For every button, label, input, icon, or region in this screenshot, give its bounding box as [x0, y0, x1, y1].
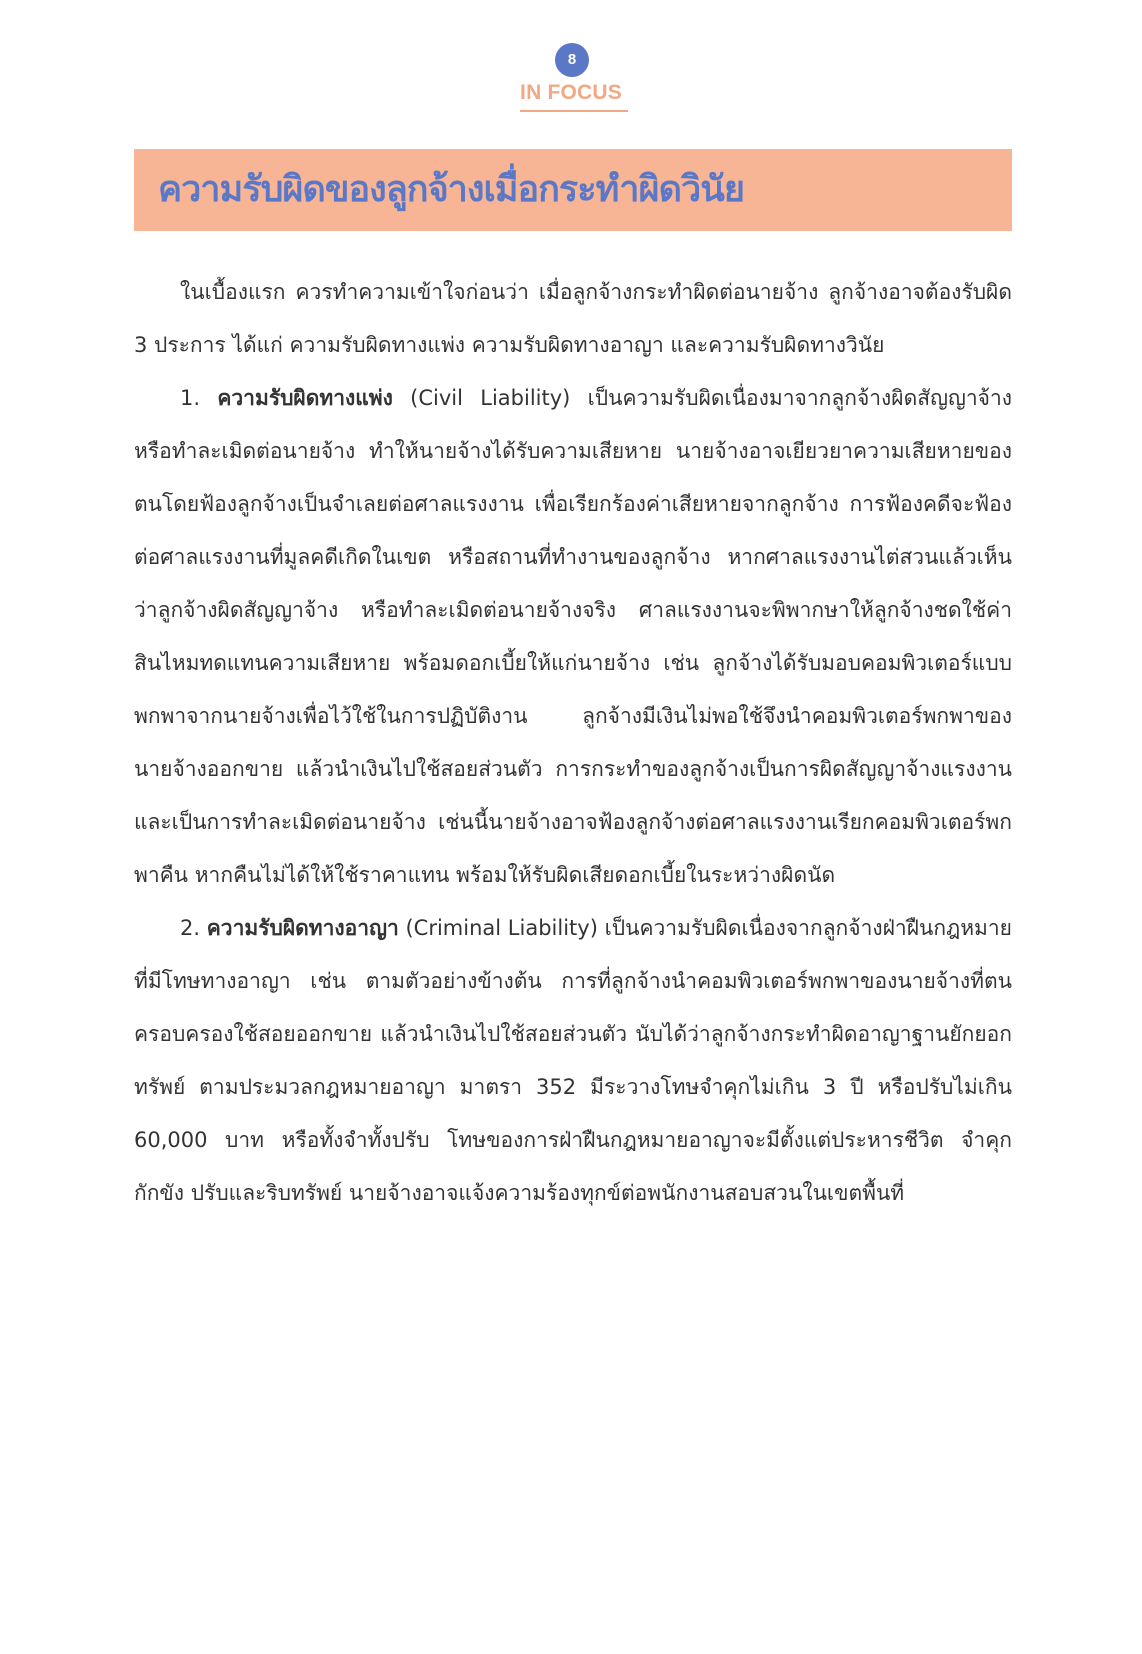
- item-number-2: 2.: [180, 916, 201, 940]
- section-label-underline: [520, 110, 628, 112]
- item-paragraph-2: [134, 902, 1012, 1220]
- item-heading-2: ความรับผิดทางอาญา: [206, 916, 399, 940]
- intro-paragraph: ในเบื้องแรก ควรทำความเข้าใจก่อนว่า เมื่อลูกจ้างกระทำผิดต่อนายจ้าง ลูกจ้างอาจต้องรับผิด 3 ประการ ได้แก่ ความรับผิดทางแพ่ง ความรับผิดทางอาญา และความรับผิดทางวินัย: [134, 280, 1012, 357]
- item-paragraph-1: [134, 372, 1012, 902]
- title-banner: [134, 149, 1012, 231]
- item-text-1: (Civil Liability) เป็นความรับผิดเนื่องมาจากลูกจ้างผิดสัญญาจ้าง หรือทำละเมิดต่อนายจ้าง ทำให้นายจ้างได้รับความเสียหาย นายจ้างอาจเยียวยาความเสียหายของตนโดยฟ้องลูกจ้างเป็นจำเลยต่อศาลแรงงาน เพื่อเรียกร้องค่าเสียหายจากลูกจ้าง การฟ้องคดีจะฟ้องต่อศาลแรงงานที่มูลคดีเกิดในเขต หรือสถานที่ทำงานของลูกจ้าง หากศาลแรงงานไต่สวนแล้วเห็นว่าลูกจ้างผิดสัญญาจ้าง หรือทำละเมิดต่อนายจ้างจริง ศาลแรงงานจะพิพากษาให้ลูกจ้างชดใช้ค่าสินไหมทดแทนความเสียหาย พร้อมดอกเบี้ยให้แก่นายจ้าง เช่น ลูกจ้างได้รับมอบคอมพิวเตอร์แบบพกพาจากนายจ้างเพื่อไว้ใช้ในการปฏิบัติงาน ลูกจ้างมีเงินไม่พอใช้จึงนำคอมพิวเตอร์พกพาของนายจ้างออกขาย แล้วนำเงินไปใช้สอยส่วนตัว การกระทำของลูกจ้างเป็นการผิดสัญญาจ้างแรงงาน และเป็นการทำละเมิดต่อนายจ้าง เช่นนี้นายจ้างอาจฟ้องลูกจ้างต่อศาลแรงงานเรียกคอมพิวเตอร์พกพาคืน หากคืนไม่ได้ให้ใช้ราคาแทน พร้อมให้รับผิดเสียดอกเบี้ยในระหว่างผิดนัด: [134, 386, 1012, 887]
- article-body: [134, 266, 1012, 1220]
- page-title: ความรับผิดของลูกจ้างเมื่อกระทำผิดวินัย: [158, 169, 744, 210]
- item-number-1: 1.: [180, 386, 201, 410]
- page-number-badge: 8: [555, 43, 589, 77]
- item-heading-1: ความรับผิดทางแพ่ง: [217, 386, 393, 410]
- section-label: IN FOCUS: [520, 81, 622, 104]
- item-text-2: (Criminal Liability) เป็นความรับผิดเนื่องจากลูกจ้างฝ่าฝืนกฎหมายที่มีโทษทางอาญา เช่น ตามตัวอย่างข้างต้น การที่ลูกจ้างนำคอมพิวเตอร์พกพาของนายจ้างที่ตนครอบครองใช้สอยออกขาย แล้วนำเงินไปใช้สอยส่วนตัว นับได้ว่าลูกจ้างกระทำผิดอาญาฐานยักยอกทรัพย์ ตามประมวลกฎหมายอาญา มาตรา 352 มีระวางโทษจำคุกไม่เกิน 3 ปี หรือปรับไม่เกิน 60,000 บาท หรือทั้งจำทั้งปรับ โทษของการฝ่าฝืนกฎหมายอาญาจะมีตั้งแต่ประหารชีวิต จำคุก กักขัง ปรับและริบทรัพย์ นายจ้างอาจแจ้งความร้องทุกข์ต่อพนักงานสอบสวนในเขตพื้นที่: [134, 916, 1012, 1205]
